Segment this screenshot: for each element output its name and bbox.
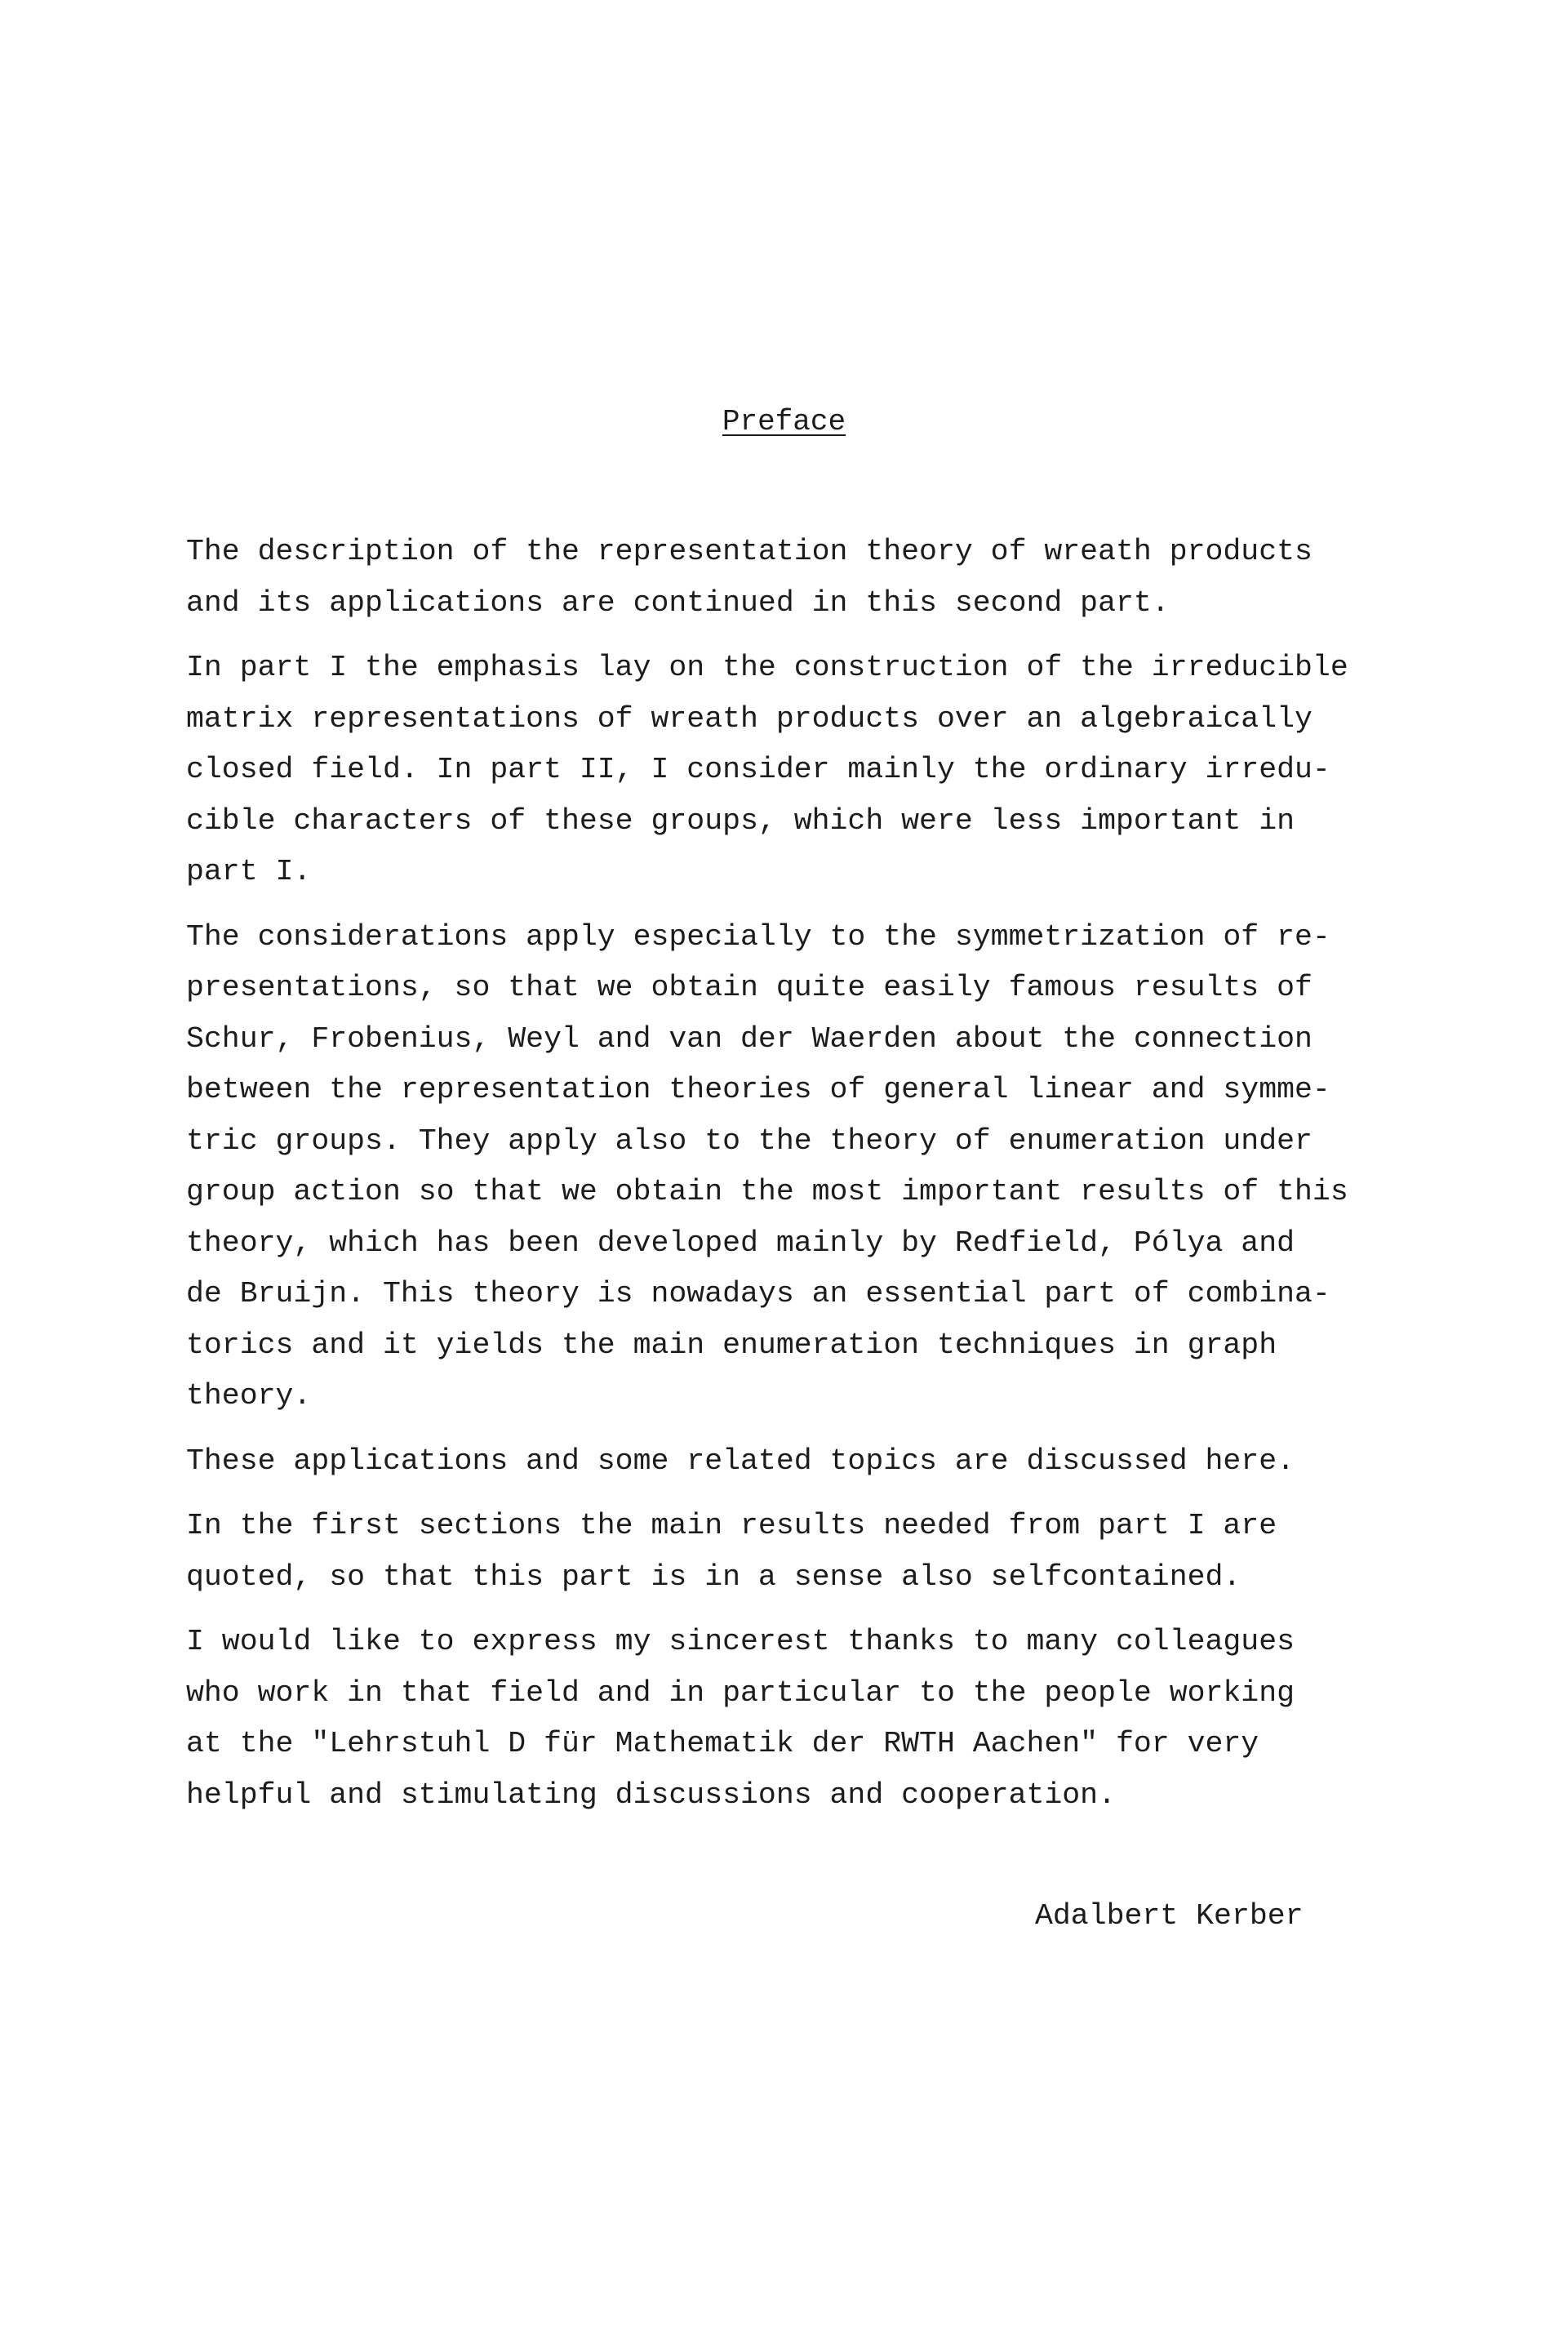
text-line: at the "Lehrstuhl D für Mathematik der RWTH Aachen" for very xyxy=(186,1727,1259,1760)
text-line: presentations, so that we obtain quite easily famous results of xyxy=(186,971,1313,1004)
text-line: de Bruijn. This theory is nowadays an essential part of combina- xyxy=(186,1277,1330,1310)
text-line: cible characters of these groups, which were less important in xyxy=(186,803,1295,838)
text-line: In part I the emphasis lay on the construction of the irreducible xyxy=(186,651,1348,684)
text-line: These applications and some related topics are discussed here. xyxy=(186,1444,1295,1478)
page-title-text: Preface xyxy=(722,405,846,438)
author-signature: Adalbert Kerber xyxy=(1035,1899,1304,1933)
paragraph xyxy=(186,527,1427,629)
text-line: matrix representations of wreath products over an algebraically xyxy=(186,701,1313,736)
text-line: helpful and stimulating discussions and cooperation. xyxy=(186,1778,1116,1812)
text-line: group action so that we obtain the most important results of this xyxy=(186,1175,1348,1208)
text-line: between the representation theories of general linear and symme- xyxy=(186,1073,1330,1106)
text-line: Schur, Frobenius, Weyl and van der Waerden about the connection xyxy=(186,1021,1313,1056)
text-line: theory, which has been developed mainly by Redfield, Pólya and xyxy=(186,1226,1295,1260)
text-line: part I. xyxy=(186,855,312,888)
text-line: torics and it yields the main enumeration techniques in graph xyxy=(186,1328,1277,1362)
text-line: theory. xyxy=(186,1379,312,1413)
paragraph xyxy=(186,912,1427,1422)
paragraph xyxy=(186,1436,1427,1488)
paragraph xyxy=(186,1617,1427,1821)
paragraph xyxy=(186,643,1427,898)
text-line: I would like to express my sincerest thanks to many colleagues xyxy=(186,1625,1295,1658)
text-line: closed field. In part II, I consider mainly the ordinary irredu- xyxy=(186,753,1330,786)
text-line: quoted, so that this part is in a sense also selfcontained. xyxy=(186,1559,1242,1594)
page-title xyxy=(0,403,1568,442)
text-line: tric groups. They apply also to the theory of enumeration under xyxy=(186,1123,1313,1158)
text-line: and its applications are continued in this second part. xyxy=(186,585,1170,620)
paragraph xyxy=(186,1501,1427,1603)
text-line: The considerations apply especially to the symmetrization of re- xyxy=(186,919,1330,954)
text-line: The description of the representation theory of wreath products xyxy=(186,535,1313,568)
text-line: In the first sections the main results needed from part I are xyxy=(186,1509,1277,1542)
text-line: who work in that field and in particular to the people working xyxy=(186,1675,1295,1710)
preface-body xyxy=(186,527,1427,1835)
